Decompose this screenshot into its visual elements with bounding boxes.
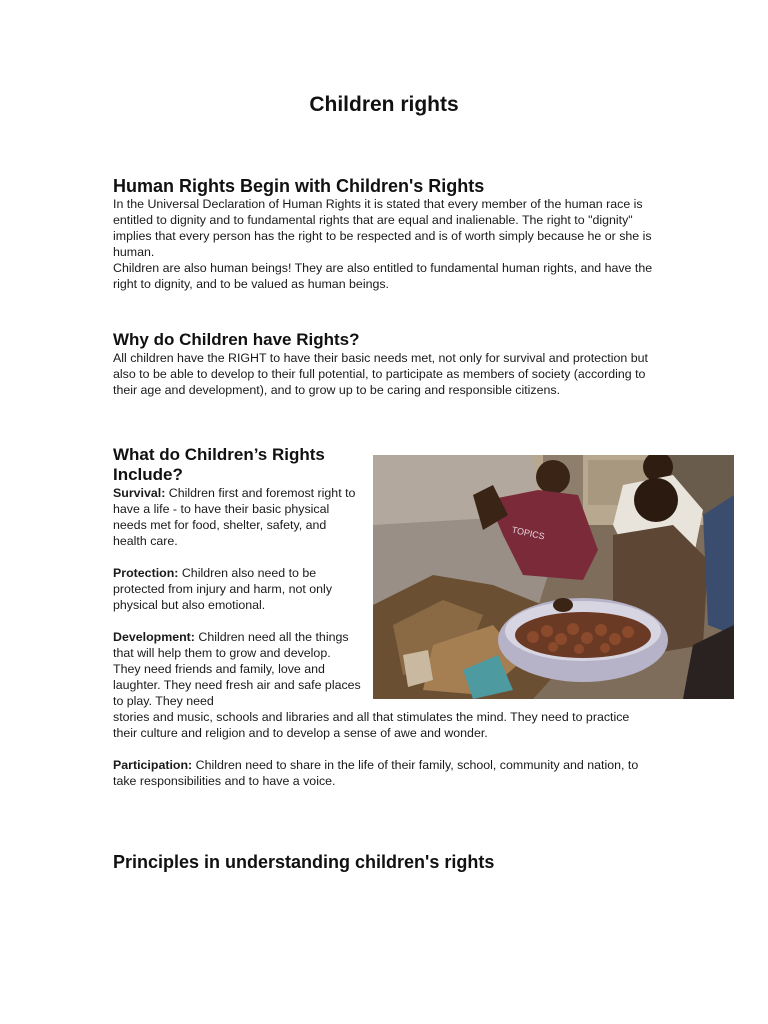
shirt-print-text: TOPICS: [510, 524, 546, 542]
protection-label: Protection:: [113, 566, 179, 580]
page-title: Children rights: [309, 93, 459, 116]
section-heading: Human Rights Begin with Children's Rights: [113, 176, 485, 196]
section-human-rights: [113, 176, 653, 292]
section-heading: What do Children’s Rights Include?: [113, 445, 325, 484]
survival-paragraph: [113, 485, 361, 549]
children-market-photo: [373, 455, 734, 699]
development-label: Development:: [113, 630, 195, 644]
section-why-rights: [113, 330, 653, 398]
development-text: Children need all the things that will help them to grow and develop. They need friends and family, love and laughter. They need fresh air and safe places to play. They need: [113, 630, 361, 708]
survival-text: Children first and foremost right to have a life - to have their basic physical needs met for food, shelter, safety, and health care.: [113, 486, 356, 548]
survival-label: Survival:: [113, 486, 166, 500]
participation-text: Children need to share in the life of their family, school, community and nation, to take responsibilities and to have a voice.: [113, 758, 639, 788]
protection-paragraph: [113, 565, 361, 613]
section-principles: [113, 852, 653, 872]
section-heading: Why do Children have Rights?: [113, 330, 360, 349]
protection-text: Children also need to be protected from injury and harm, not only physical but also emotional.: [113, 566, 333, 612]
section-heading: Principles in understanding children's rights: [113, 852, 495, 872]
paragraph: Children are also human beings! They are also entitled to fundamental human rights, and have the right to dignity, and to be valued as human beings.: [113, 261, 653, 291]
paragraph: In the Universal Declaration of Human Rights it is stated that every member of the human race is entitled to dignity and to fundamental rights that are equal and inalienable. The right to "dignity" implies that every person has the right to be respected and is of worth simply because he or she is human.: [113, 197, 652, 259]
rights-list-column: [113, 485, 361, 709]
photo-illustration: [373, 455, 734, 699]
participation-label: Participation:: [113, 758, 193, 772]
paragraph: All children have the RIGHT to have their basic needs met, not only for survival and protection but also to be able to develop to their full potential, to participate as members of society (according to their age and development), and to grow up to be caring and responsible citizens.: [113, 351, 648, 397]
participation-paragraph: [113, 757, 653, 789]
development-paragraph-continued: stories and music, schools and libraries and all that stimulates the mind. They need to practice their culture and religion and to develop a sense of awe and wonder.: [113, 710, 630, 740]
development-paragraph: [113, 629, 361, 709]
